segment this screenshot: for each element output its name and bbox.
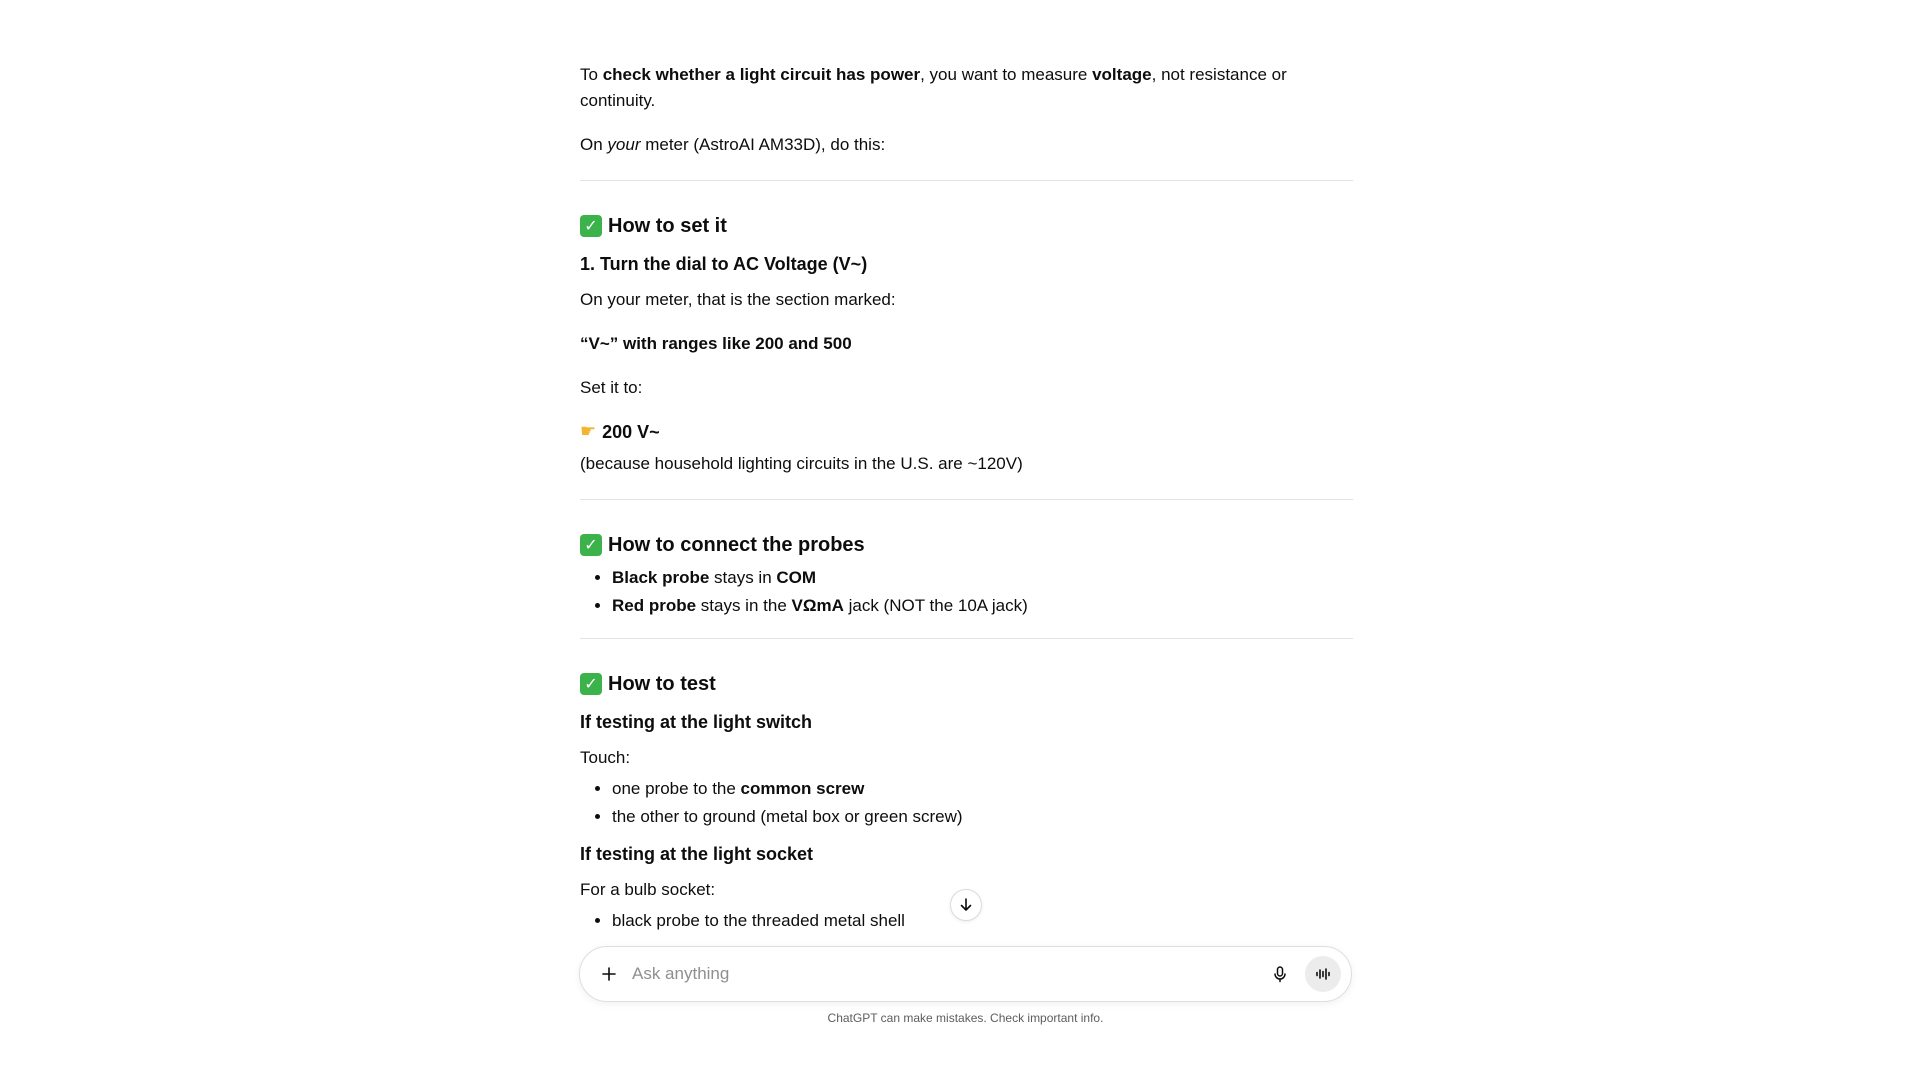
- microphone-icon: [1271, 965, 1289, 983]
- section-heading-test: ✓ How to test: [580, 669, 1353, 699]
- divider: [580, 180, 1353, 181]
- intro-paragraph: To check whether a light circuit has power, you want to measure voltage, not resistance or continuity.: [580, 65, 1287, 110]
- subheading-socket: If testing at the light socket: [580, 844, 814, 864]
- plus-icon: [601, 966, 617, 982]
- list-item: • the other to ground (metal box or green screw): [612, 803, 1353, 831]
- list-item: • Red probe stays in the VΩmA jack (NOT the 10A jack): [612, 592, 1353, 620]
- attach-button[interactable]: [592, 957, 626, 991]
- step-heading: 1. Turn the dial to AC Voltage (V~): [580, 254, 868, 274]
- conversation-area: [580, 0, 1353, 952]
- touch-text: Touch:: [580, 748, 631, 767]
- section-heading-probes: ✓ How to connect the probes: [580, 530, 1353, 560]
- meter-paragraph: On your meter (AstroAI AM33D), do this:: [580, 135, 886, 154]
- set-it-text: Set it to:: [580, 378, 643, 397]
- voltage-note: (because household lighting circuits in the U.S. are ~120V): [580, 454, 1023, 473]
- subheading-switch: If testing at the light switch: [580, 712, 813, 732]
- list-item: • Black probe stays in COM: [612, 564, 1353, 592]
- list-item: • black probe to the threaded metal shell: [612, 907, 1353, 935]
- socket-intro-text: For a bulb socket:: [580, 880, 716, 899]
- list-item: • one probe to the common screw: [612, 775, 1353, 803]
- switch-list: [580, 775, 1353, 831]
- assistant-message: [580, 0, 1353, 935]
- disclaimer-text: ChatGPT can make mistakes. Check important info.: [827, 1011, 1104, 1025]
- voice-mode-button[interactable]: [1305, 956, 1341, 992]
- probe-list: [580, 564, 1353, 620]
- check-mark-icon: ✓: [580, 215, 602, 237]
- dictate-button[interactable]: [1263, 957, 1297, 991]
- check-mark-icon: ✓: [580, 534, 602, 556]
- setting-value: ☛ 200 V~: [580, 419, 1353, 445]
- check-mark-icon: ✓: [580, 673, 602, 695]
- meter-section-text: On your meter, that is the section marked:: [580, 290, 896, 309]
- message-composer: [579, 946, 1352, 1002]
- scroll-to-bottom-button[interactable]: [950, 889, 982, 921]
- section-heading-set: ✓ How to set it: [580, 211, 1353, 241]
- divider: [580, 499, 1353, 500]
- arrow-down-icon: [958, 897, 974, 913]
- prompt-input[interactable]: [630, 963, 1263, 985]
- divider: [580, 638, 1353, 639]
- pointing-hand-icon: ☛: [580, 421, 597, 442]
- voice-waveform-icon: [1314, 965, 1332, 983]
- range-text: “V~” with ranges like 200 and 500: [580, 334, 852, 353]
